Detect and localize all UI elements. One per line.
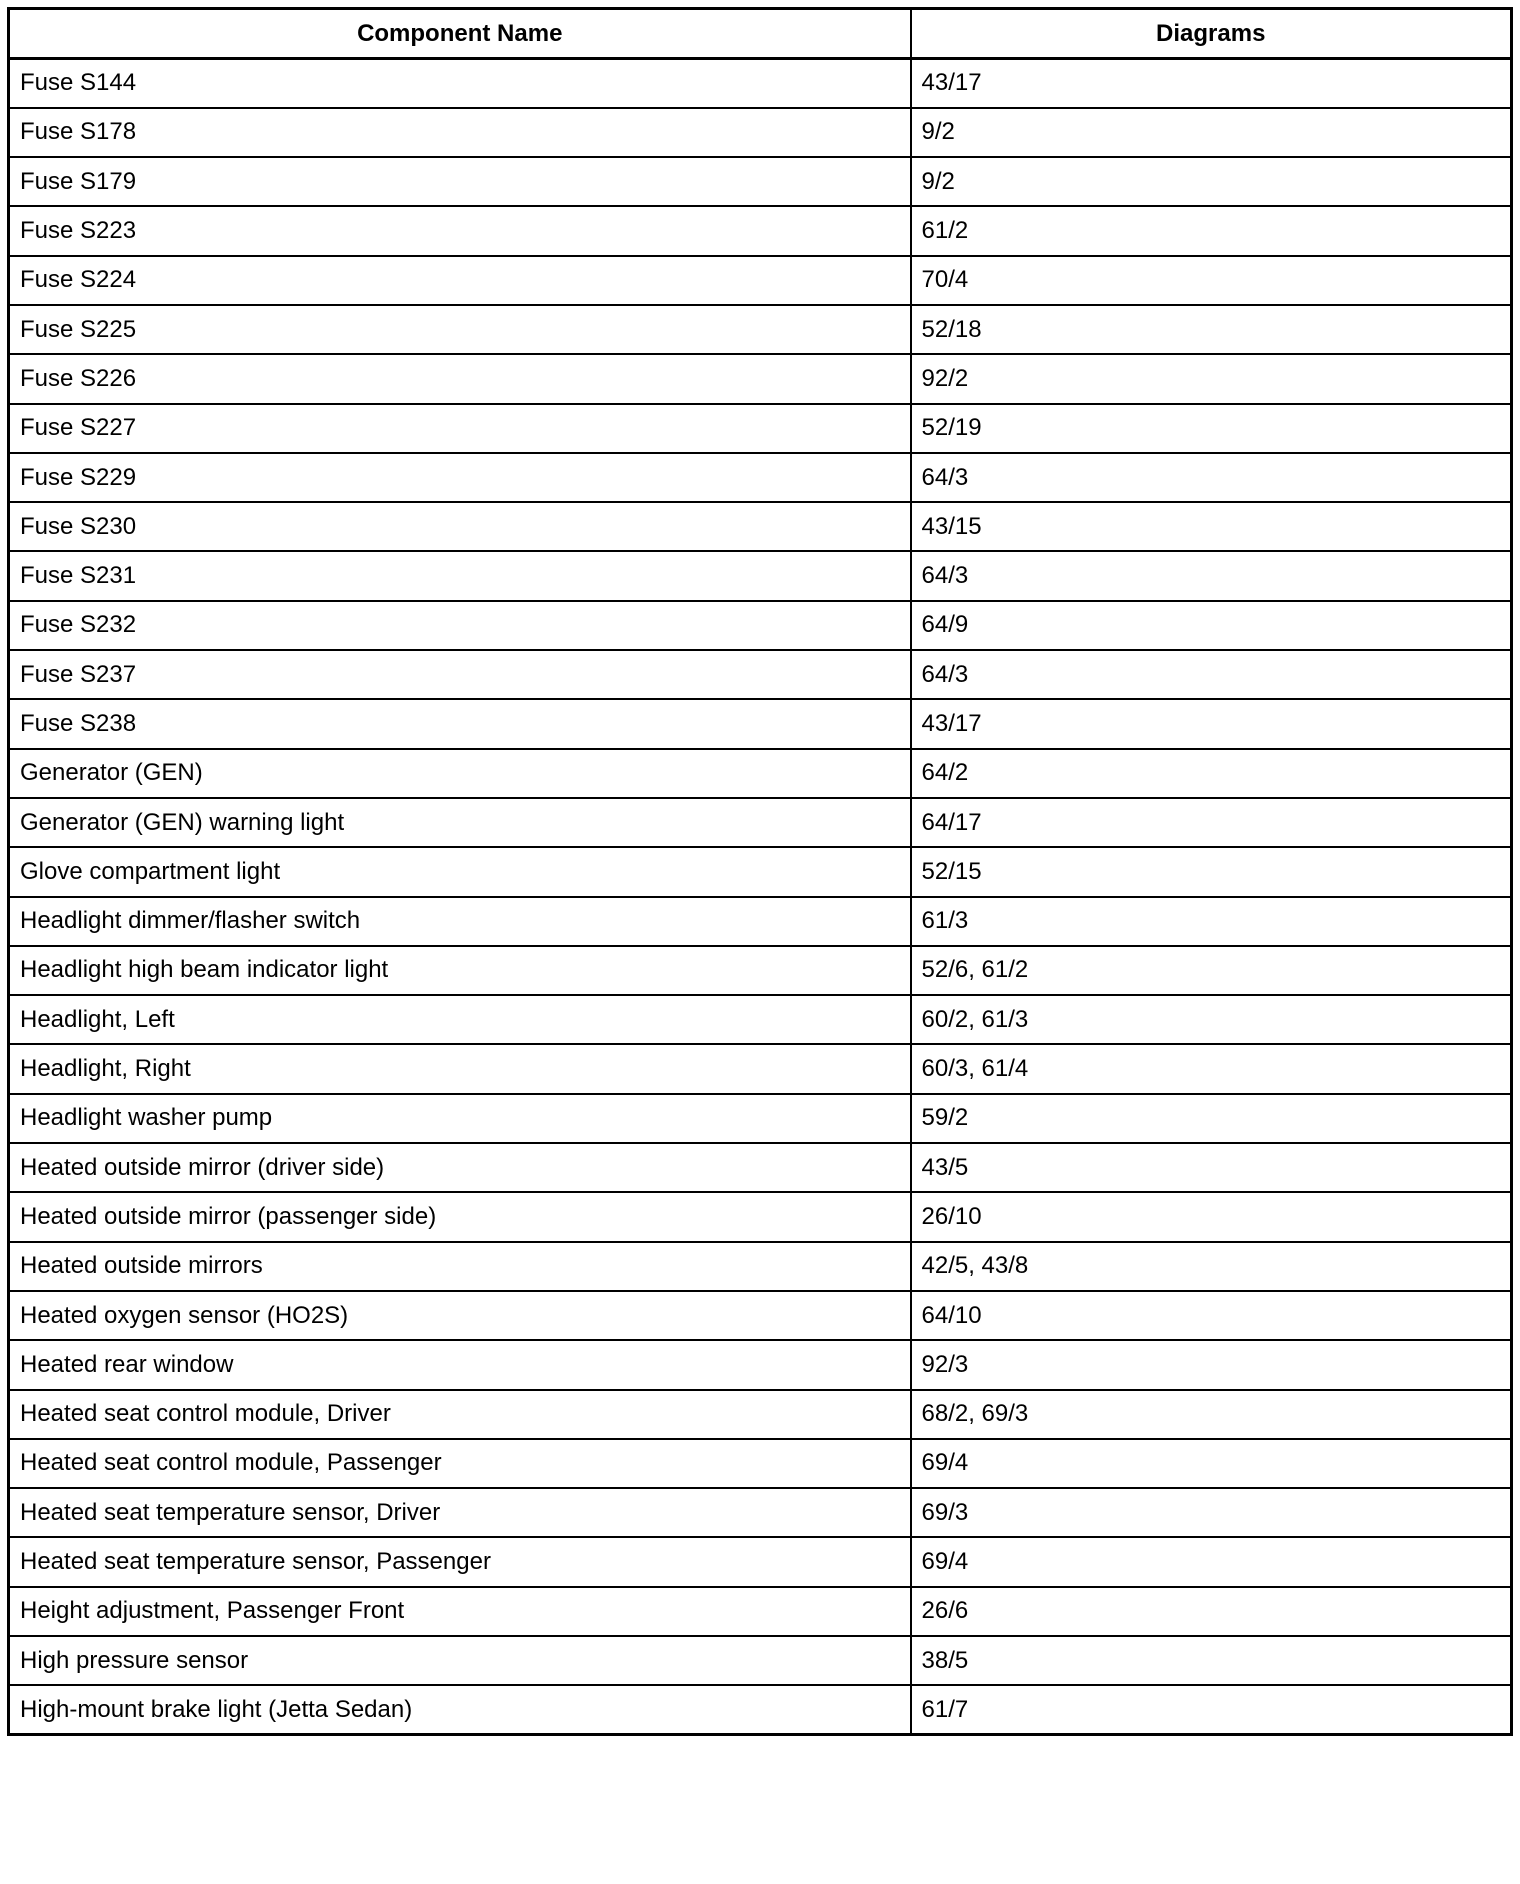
table-row [9, 256, 1512, 305]
component-name-cell: Height adjustment, Passenger Front [9, 1587, 911, 1636]
diagrams-cell: 64/10 [911, 1291, 1512, 1340]
component-name-cell: Heated outside mirror (passenger side) [9, 1192, 911, 1241]
diagrams-cell: 42/5, 43/8 [911, 1242, 1512, 1291]
diagrams-cell: 52/6, 61/2 [911, 946, 1512, 995]
table-row [9, 59, 1512, 108]
component-name-cell: Fuse S231 [9, 551, 911, 600]
table-row [9, 749, 1512, 798]
component-name-cell: Heated rear window [9, 1340, 911, 1389]
component-name-cell: Fuse S179 [9, 157, 911, 206]
component-name-cell: Heated seat control module, Driver [9, 1390, 911, 1439]
table-row [9, 1685, 1512, 1734]
component-name-cell: Fuse S229 [9, 453, 911, 502]
table-row [9, 502, 1512, 551]
table-row [9, 995, 1512, 1044]
diagrams-cell: 43/17 [911, 699, 1512, 748]
table-row [9, 1587, 1512, 1636]
component-name-cell: Generator (GEN) [9, 749, 911, 798]
diagrams-cell: 9/2 [911, 108, 1512, 157]
table-row [9, 404, 1512, 453]
diagrams-cell: 43/17 [911, 59, 1512, 108]
table-row [9, 1242, 1512, 1291]
table-body [9, 59, 1512, 1735]
table-row [9, 699, 1512, 748]
component-name-cell: Fuse S144 [9, 59, 911, 108]
component-name-cell: High-mount brake light (Jetta Sedan) [9, 1685, 911, 1734]
table-row [9, 1094, 1512, 1143]
table-row [9, 305, 1512, 354]
table-row [9, 1488, 1512, 1537]
table-row [9, 650, 1512, 699]
table-row [9, 946, 1512, 995]
component-name-cell: Heated outside mirrors [9, 1242, 911, 1291]
diagrams-cell: 38/5 [911, 1636, 1512, 1685]
diagrams-cell: 92/2 [911, 354, 1512, 403]
diagrams-cell: 60/2, 61/3 [911, 995, 1512, 1044]
table-row [9, 1439, 1512, 1488]
table-row [9, 108, 1512, 157]
diagrams-cell: 60/3, 61/4 [911, 1044, 1512, 1093]
component-name-cell: Fuse S178 [9, 108, 911, 157]
component-name-cell: Heated seat control module, Passenger [9, 1439, 911, 1488]
table-row [9, 847, 1512, 896]
diagrams-cell: 69/4 [911, 1439, 1512, 1488]
table-header-row [9, 9, 1512, 59]
table-row [9, 1044, 1512, 1093]
diagrams-cell: 69/3 [911, 1488, 1512, 1537]
table-row [9, 1143, 1512, 1192]
diagrams-cell: 70/4 [911, 256, 1512, 305]
table-row [9, 601, 1512, 650]
table-row [9, 1192, 1512, 1241]
header-component-name: Component Name [9, 9, 911, 59]
table-row [9, 897, 1512, 946]
component-name-cell: Fuse S230 [9, 502, 911, 551]
component-name-cell: Heated outside mirror (driver side) [9, 1143, 911, 1192]
component-name-cell: Fuse S226 [9, 354, 911, 403]
diagrams-cell: 59/2 [911, 1094, 1512, 1143]
component-name-cell: Fuse S224 [9, 256, 911, 305]
component-name-cell: Heated seat temperature sensor, Driver [9, 1488, 911, 1537]
table-row [9, 1390, 1512, 1439]
diagrams-cell: 61/3 [911, 897, 1512, 946]
diagrams-cell: 9/2 [911, 157, 1512, 206]
component-name-cell: Headlight dimmer/flasher switch [9, 897, 911, 946]
table-row [9, 206, 1512, 255]
table-row [9, 354, 1512, 403]
component-table [7, 7, 1513, 1736]
table-row [9, 1291, 1512, 1340]
diagrams-cell: 61/2 [911, 206, 1512, 255]
diagrams-cell: 43/5 [911, 1143, 1512, 1192]
component-name-cell: Fuse S238 [9, 699, 911, 748]
diagrams-cell: 64/17 [911, 798, 1512, 847]
diagrams-cell: 68/2, 69/3 [911, 1390, 1512, 1439]
component-name-cell: Headlight, Right [9, 1044, 911, 1093]
component-name-cell: Glove compartment light [9, 847, 911, 896]
diagrams-cell: 92/3 [911, 1340, 1512, 1389]
diagrams-cell: 64/3 [911, 650, 1512, 699]
diagrams-cell: 26/6 [911, 1587, 1512, 1636]
diagrams-cell: 64/2 [911, 749, 1512, 798]
diagrams-cell: 43/15 [911, 502, 1512, 551]
component-name-cell: Heated seat temperature sensor, Passenger [9, 1537, 911, 1586]
diagrams-cell: 52/19 [911, 404, 1512, 453]
diagrams-cell: 69/4 [911, 1537, 1512, 1586]
diagrams-cell: 64/3 [911, 551, 1512, 600]
diagrams-cell: 61/7 [911, 1685, 1512, 1734]
component-name-cell: High pressure sensor [9, 1636, 911, 1685]
table-row [9, 798, 1512, 847]
diagrams-cell: 64/9 [911, 601, 1512, 650]
component-name-cell: Fuse S225 [9, 305, 911, 354]
diagrams-cell: 64/3 [911, 453, 1512, 502]
table-row [9, 1636, 1512, 1685]
component-name-cell: Fuse S232 [9, 601, 911, 650]
table-row [9, 551, 1512, 600]
table-row [9, 453, 1512, 502]
component-name-cell: Fuse S223 [9, 206, 911, 255]
component-name-cell: Fuse S227 [9, 404, 911, 453]
component-name-cell: Headlight washer pump [9, 1094, 911, 1143]
diagrams-cell: 52/15 [911, 847, 1512, 896]
component-name-cell: Fuse S237 [9, 650, 911, 699]
diagrams-cell: 52/18 [911, 305, 1512, 354]
table-row [9, 157, 1512, 206]
table-row [9, 1537, 1512, 1586]
component-name-cell: Generator (GEN) warning light [9, 798, 911, 847]
component-name-cell: Heated oxygen sensor (HO2S) [9, 1291, 911, 1340]
table-row [9, 1340, 1512, 1389]
diagrams-cell: 26/10 [911, 1192, 1512, 1241]
header-diagrams: Diagrams [911, 9, 1512, 59]
component-name-cell: Headlight high beam indicator light [9, 946, 911, 995]
component-name-cell: Headlight, Left [9, 995, 911, 1044]
